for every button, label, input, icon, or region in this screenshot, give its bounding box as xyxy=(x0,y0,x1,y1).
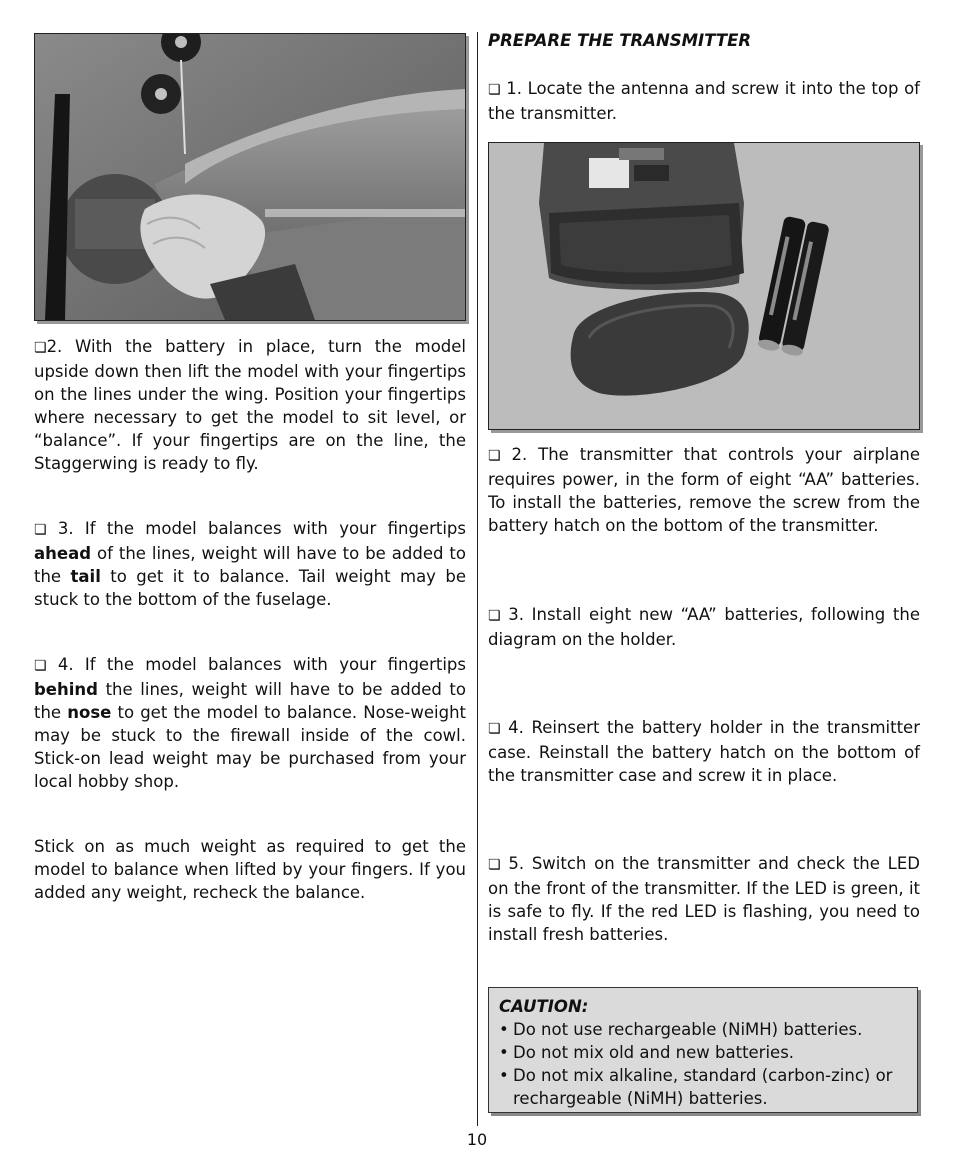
right-step-3: ❏ 3. Install eight new “AA” batteries, following the diagram on the holder. xyxy=(488,605,920,649)
caution-item: • Do not mix alkaline, standard (carbon-zinc) or rechargeable (NiMH) batteries. xyxy=(499,1064,907,1110)
caution-item: • Do not mix old and new batteries. xyxy=(499,1041,907,1064)
checkbox-icon: ❏ xyxy=(488,608,501,624)
caution-item: • Do not use rechargeable (NiMH) batteries. xyxy=(499,1018,907,1041)
transmitter-photo xyxy=(488,142,920,430)
checkbox-icon: ❏ xyxy=(34,340,47,356)
checkbox-icon: ❏ xyxy=(488,857,501,873)
left-step-3: ❏ 3. If the model balances with your fingertips ahead of the lines, weight will have to be added to the tail to get it to balance. Tail weight may be stuck to the bottom of the fuselage. xyxy=(34,519,466,609)
checkbox-icon: ❏ xyxy=(34,658,47,674)
checkbox-icon: ❏ xyxy=(488,721,501,737)
checkbox-icon: ❏ xyxy=(34,522,47,538)
caution-title: CAUTION: xyxy=(499,997,589,1016)
column-divider xyxy=(477,32,478,1126)
balance-photo xyxy=(34,33,466,321)
right-step-2: ❏ 2. The transmitter that controls your airplane requires power, in the form of eight “AA” batteries. To install the batteries, remove the screw from the battery hatch on the bottom of the transmitter. xyxy=(488,445,920,535)
left-step-4: ❏ 4. If the model balances with your fingertips behind the lines, weight will have to be added to the nose to get the model to balance. Nose-weight may be stuck to the firewall inside of the cowl. Stick-on lead weight may be purchased from your local hobby shop. xyxy=(34,655,467,791)
section-heading: PREPARE THE TRANSMITTER xyxy=(488,31,752,50)
left-step-2: ❏2. With the battery in place, turn the model upside down then lift the model with your fingertips on the lines under the wing. Position your fingertips where necessary to get the model to sit level, or “balance”. If your fingertips are on the line, the Staggerwing is ready to fly. xyxy=(34,337,466,473)
caution-list xyxy=(499,1018,907,1110)
caution-box xyxy=(488,987,918,1113)
right-step-1: ❏ 1. Locate the antenna and screw it into the top of the transmitter. xyxy=(488,79,920,123)
checkbox-icon: ❏ xyxy=(488,82,501,98)
right-step-5: ❏ 5. Switch on the transmitter and check the LED on the front of the transmitter. If the LED is green, it is safe to fly. If the red LED is flashing, you need to install fresh batteries. xyxy=(488,854,920,944)
page-number: 10 xyxy=(466,1130,488,1149)
left-stick-note: Stick on as much weight as required to get the model to balance when lifted by your fingers. If you added any weight, recheck the balance. xyxy=(34,837,466,902)
checkbox-icon: ❏ xyxy=(488,448,501,464)
right-step-4: ❏ 4. Reinsert the battery holder in the transmitter case. Reinstall the battery hatch on the bottom of the transmitter case and screw it in place. xyxy=(488,718,920,785)
